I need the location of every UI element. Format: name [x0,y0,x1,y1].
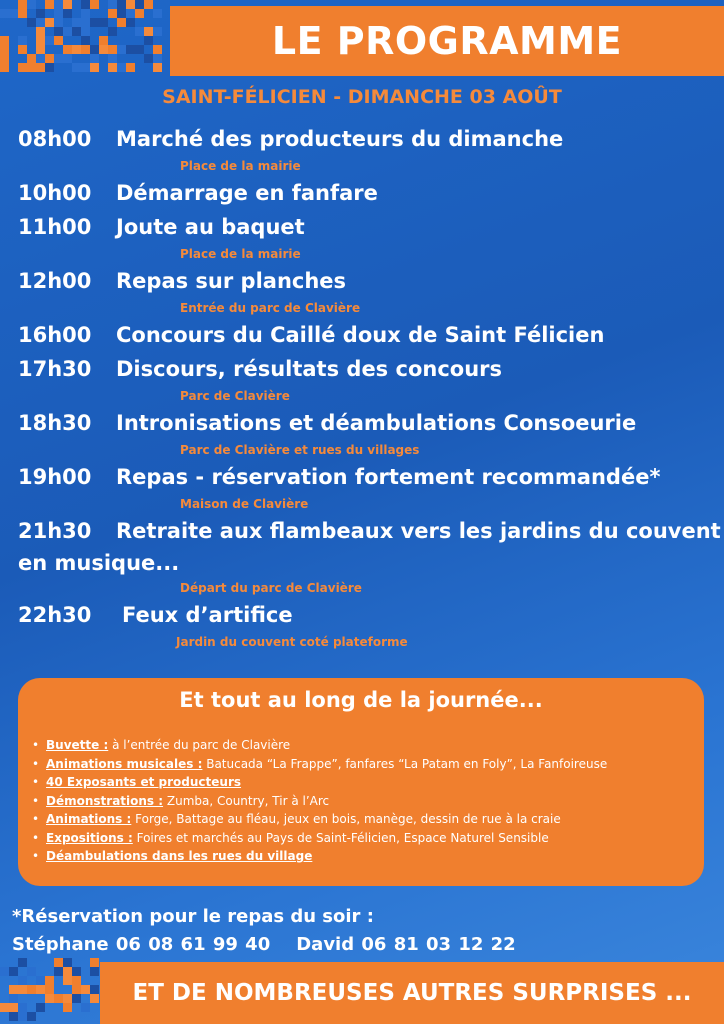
schedule-time: 12h00 [18,269,92,293]
pixel-block [144,0,153,9]
pixel-block [126,18,135,27]
schedule-time: 16h00 [18,323,92,347]
schedule-location: Entrée du parc de Clavière [180,301,361,315]
pixel-block [45,994,54,1003]
schedule-item [18,210,718,264]
pixel-block [63,967,72,976]
schedule-location: Départ du parc de Clavière [180,581,362,595]
list-item-key: 40 Exposants et producteurs [46,775,242,789]
pixel-block [108,27,117,36]
schedule-time: 17h30 [18,357,92,381]
pixel-block [36,1003,45,1012]
pixel-block [63,1003,72,1012]
list-item-text: Forge, Battage au fléau, jeux en bois, manège, dessin de rue à la craie [131,812,561,826]
pixel-block [153,54,162,63]
pixel-block [90,63,99,72]
pixel-block [126,63,135,72]
pixel-block [0,967,9,976]
pixel-block [81,0,90,9]
pixel-block [36,45,45,54]
schedule-time: 21h30 [18,519,92,543]
pixel-block [117,18,126,27]
schedule-location: Parc de Clavière [180,389,290,403]
pixel-block [81,9,90,18]
list-item-key: Buvette : [46,738,109,752]
list-item [44,847,694,866]
pixel-block [99,45,108,54]
pixel-block [54,18,63,27]
pixel-block [81,985,90,994]
pixel-block [9,994,18,1003]
pixel-block [54,27,63,36]
pixel-block [153,27,162,36]
pixel-block [81,36,90,45]
list-item-text: Zumba, Country, Tir à l’Arc [163,793,330,808]
pixel-block [144,27,153,36]
pixel-block [45,976,54,985]
pixel-block [54,36,63,45]
schedule-time: 18h30 [18,411,92,435]
schedule-list [18,122,721,652]
pixel-pattern-top-left [0,0,170,80]
pixel-block [63,976,72,985]
pixel-block [72,18,81,27]
pixel-block [18,1012,27,1021]
pixel-block [90,967,99,976]
list-item-key: Déambulations dans les rues du village [46,849,313,863]
pixel-block [9,985,18,994]
pixel-block [18,976,27,985]
pixel-block [135,45,144,54]
pixel-block [27,985,36,994]
schedule-time: 10h00 [18,181,92,205]
pixel-block [18,0,27,9]
schedule-item [18,122,718,176]
pixel-block [36,27,45,36]
pixel-block [27,967,36,976]
pixel-block [63,9,72,18]
schedule-title: Concours du Caillé doux de Saint Félicien [116,323,605,347]
pixel-block [108,45,117,54]
pixel-block [63,958,72,967]
pixel-block [54,958,63,967]
pixel-block [36,976,45,985]
pixel-block [45,54,54,63]
pixel-block [72,985,81,994]
pixel-block [81,45,90,54]
pixel-block [117,9,126,18]
schedule-title: Intronisations et déambulations Consoeurie [116,411,637,435]
pixel-block [99,36,108,45]
pixel-block [36,18,45,27]
list-item-text: Batucada “La Frappe”, fanfares “La Patam en Foly”, La Fanfoireuse [202,756,608,771]
schedule-item [18,176,718,210]
pixel-block [90,18,99,27]
schedule-time: 08h00 [18,127,92,151]
schedule-location: Place de la mairie [180,159,301,173]
pixel-pattern-bottom-left [0,958,110,1024]
pixel-block [18,36,27,45]
pixel-block [0,9,9,18]
list-item [44,773,694,792]
schedule-location: Maison de Clavière [180,497,309,511]
schedule-time: 11h00 [18,215,92,239]
list-item [44,792,694,811]
pixel-block [54,0,63,9]
pixel-block [36,9,45,18]
page-title: LE PROGRAMME [271,19,623,63]
pixel-block [45,63,54,72]
pixel-block [45,36,54,45]
schedule-title: Feux d’artifice [122,603,293,627]
pixel-block [0,45,9,54]
all-day-box [18,678,704,886]
pixel-block [63,45,72,54]
list-item [44,755,694,774]
pixel-block [72,45,81,54]
pixel-block [126,9,135,18]
list-item-key: Animations musicales : [46,756,203,771]
pixel-block [27,63,36,72]
pixel-block [99,18,108,27]
pixel-block [18,958,27,967]
pixel-block [54,9,63,18]
pixel-block [9,1012,18,1021]
pixel-block [45,18,54,27]
list-item-text: Foires et marchés au Pays de Saint-Félicien, Espace Naturel Sensible [132,830,549,845]
pixel-block [0,63,9,72]
pixel-block [27,18,36,27]
pixel-block [63,994,72,1003]
pixel-block [63,27,72,36]
pixel-block [9,9,18,18]
pixel-block [27,1012,36,1021]
pixel-block [135,27,144,36]
footer-text: ET DE NOMBREUSES AUTRES SURPRISES ... [132,980,692,1006]
pixel-block [18,1003,27,1012]
schedule-title: Démarrage en fanfare [116,181,378,205]
schedule-location: Jardin du couvent coté plateforme [176,635,408,649]
pixel-block [81,27,90,36]
pixel-block [108,9,117,18]
schedule-item [18,352,718,406]
pixel-block [108,63,117,72]
pixel-block [9,967,18,976]
pixel-block [81,63,90,72]
pixel-block [36,54,45,63]
pixel-block [108,54,117,63]
pixel-block [18,985,27,994]
pixel-block [90,45,99,54]
pixel-block [108,0,117,9]
list-item-key: Animations : [46,812,132,826]
all-day-title: Et tout au long de la journée... [179,688,543,712]
pixel-block [9,1003,18,1012]
pixel-block [36,36,45,45]
pixel-block [18,9,27,18]
pixel-block [153,63,162,72]
pixel-block [18,63,27,72]
pixel-block [135,0,144,9]
contact-david: David 06 81 03 12 22 [296,934,516,955]
pixel-block [117,0,126,9]
pixel-block [72,994,81,1003]
pixel-block [153,9,162,18]
schedule-title: Marché des producteurs du dimanche [116,127,564,151]
schedule-item [18,460,718,514]
pixel-block [126,45,135,54]
pixel-block [72,63,81,72]
reservation-label: *Réservation pour le repas du soir : [12,906,374,927]
schedule-item [18,406,718,460]
pixel-block [54,54,63,63]
pixel-block [18,45,27,54]
pixel-block [0,54,9,63]
list-item [44,810,694,829]
schedule-title: Joute au baquet [116,215,305,239]
pixel-block [54,967,63,976]
pixel-block [90,54,99,63]
all-day-list [44,736,694,866]
schedule-time: 22h30 [18,603,92,627]
pixel-block [0,1003,9,1012]
pixel-block [72,27,81,36]
pixel-block [63,0,72,9]
schedule-time: 19h00 [18,465,92,489]
schedule-title: Retraite aux flambeaux vers les jardins du couvent [116,519,721,543]
pixel-block [90,985,99,994]
pixel-block [63,54,72,63]
schedule-title: Repas sur planches [116,269,347,293]
pixel-block [135,9,144,18]
pixel-block [45,985,54,994]
pixel-block [90,994,99,1003]
pixel-block [81,1003,90,1012]
schedule-title-continuation: en musique... [18,551,180,575]
reservation-contacts [12,934,516,955]
pixel-block [144,36,153,45]
pixel-block [153,45,162,54]
pixel-block [117,63,126,72]
pixel-block [90,0,99,9]
pixel-block [117,45,126,54]
schedule-location: Place de la mairie [180,247,301,261]
pixel-block [144,54,153,63]
schedule-item [18,514,721,598]
pixel-block [27,0,36,9]
schedule-item [18,318,718,352]
contact-stephane: Stéphane 06 08 61 99 40 [12,934,271,955]
list-item-text: à l’entrée du parc de Clavière [108,738,291,752]
pixel-block [90,958,99,967]
schedule-item [18,264,718,318]
pixel-block [72,967,81,976]
pixel-block [0,36,9,45]
schedule-title: Discours, résultats des concours [116,357,502,381]
pixel-block [54,994,63,1003]
schedule-location: Parc de Clavière et rues du villages [180,443,420,457]
pixel-block [36,985,45,994]
pixel-block [45,0,54,9]
schedule-item [18,598,718,652]
list-item [44,829,694,848]
list-item-key: Démonstrations : [46,793,164,808]
schedule-title: Repas - réservation fortement recommandée* [116,465,661,489]
event-subtitle: SAINT-FÉLICIEN - DIMANCHE 03 AOÛT [162,86,562,108]
list-item-key: Expositions : [46,830,133,845]
pixel-block [81,18,90,27]
pixel-block [72,976,81,985]
pixel-block [126,0,135,9]
pixel-block [27,54,36,63]
list-item [44,736,694,755]
pixel-block [36,63,45,72]
